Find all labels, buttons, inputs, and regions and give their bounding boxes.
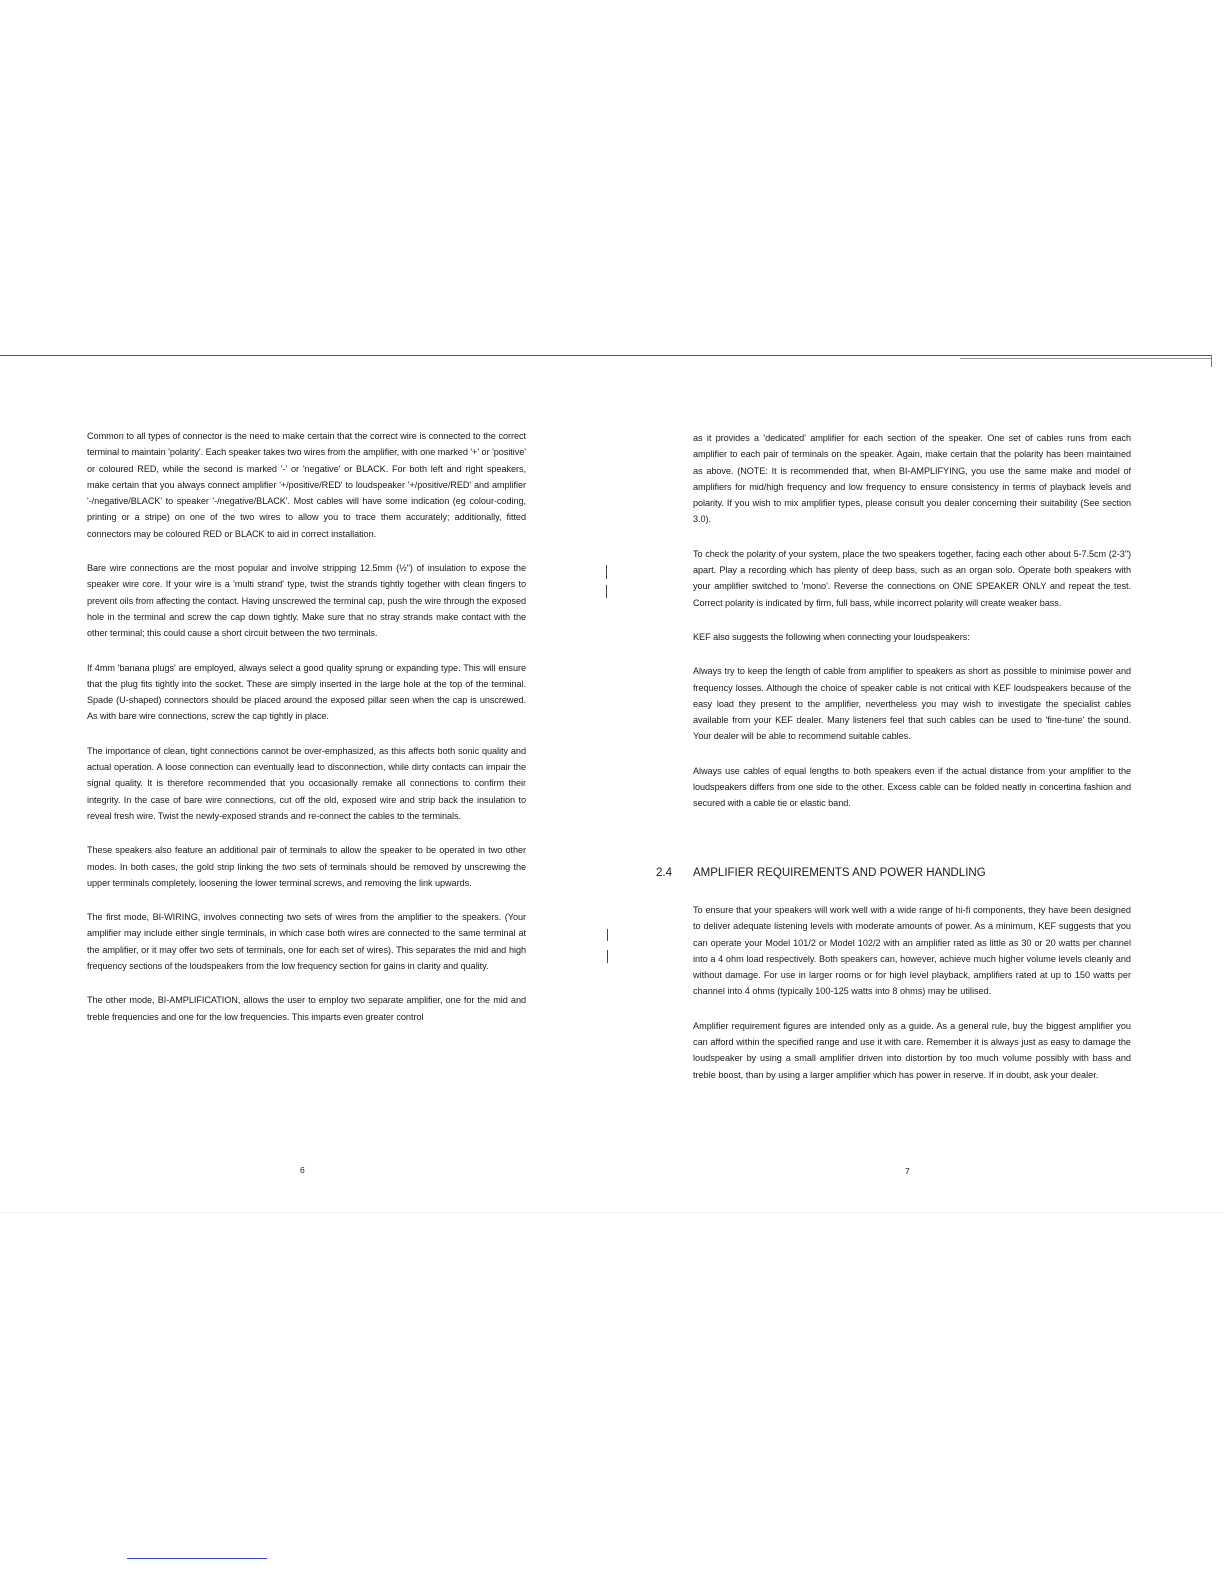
left-page-body xyxy=(87,428,526,1043)
paragraph-equal-lengths: Always use cables of equal lengths to both speakers even if the actual distance from your amplifier to the loudspeakers differs from one side to the other. Excess cable can be folded neatly in concertina fashion and secured with a cable tie or elastic band. xyxy=(693,765,1131,809)
section-title: AMPLIFIER REQUIREMENTS AND POWER HANDLING xyxy=(693,867,986,879)
section-heading xyxy=(656,865,1176,881)
binding-mark xyxy=(606,585,607,598)
section-number: 2.4 xyxy=(656,867,672,879)
paragraph-clean-connections: The importance of clean, tight connections cannot be over-emphasized, as this affects both sonic quality and actual operation. A loose connection can eventually lead to disconnection, while dirty contacts can impair the signal quality. It is therefore recommended that you occasionally remake all connections to confirm their integrity. In the case of bare wire connections, cut off the old, exposed wire and strip back the insulation to reveal fresh wire. Twist the newly-exposed strands and re-connect the cables to the terminals. xyxy=(87,745,526,821)
paragraph-check-polarity: To check the polarity of your system, place the two speakers together, facing each other about 5-7.5cm (2-3") apart. Play a recording which has plenty of deep bass, such as an organ solo. Operate both speakers with your amplifier switched to 'mono'. Reverse the connections on ONE SPEAKER ONLY and repeat the test. Correct polarity is indicated by firm, full bass, while incorrect polarity will create weaker bass. xyxy=(693,548,1131,608)
paragraph-additional-terminals: These speakers also feature an additional pair of terminals to allow the speaker to be operated in two other modes. In both cases, the gold strip linking the two sets of terminals should be removed by unscrewing the upper terminals completely, loosening the lower terminal screws, and removing the link upwards. xyxy=(87,845,526,888)
paragraph-requirement-guide: Amplifier requirement figures are intended only as a guide. As a general rule, buy the biggest amplifier you can afford within the specified range and use it with care. Remember it is always just as easy to damage the loudspeaker by using a small amplifier driven into distortion by too much volume possibly with bass and treble boost, than by using a larger amplifier which has power in reserve. If in doubt, ask your dealer. xyxy=(693,1020,1131,1080)
scan-footer-line xyxy=(127,1558,267,1559)
paragraph-bi-amplification: The other mode, BI-AMPLIFICATION, allows the user to employ two separate amplifier, one for the mid and treble frequencies and one for the low frequencies. This imparts even greater control xyxy=(87,995,526,1022)
paragraph-dedicated-amplifier: as it provides a 'dedicated' amplifier for each section of the speaker. One set of cables runs from each amplifier to each pair of terminals on the speaker. Again, make certain that the polarity has been maintained as above. (NOTE: It is recommended that, when BI-AMPLIFYING, you use the same make and model of amplifiers for mid/high frequency and low frequency to ensure consistency in terms of playback levels and polarity. If you wish to mix amplifier types, please consult you dealer concerning their suitability (See section 3.0). xyxy=(693,433,1131,525)
scan-bottom-edge xyxy=(0,1212,1224,1213)
paragraph-power-levels: To ensure that your speakers will work well with a wide range of hi-fi components, they have been designed to deliver adequate listening levels with moderate amounts of power. As a minimum, KEF suggests that you can operate your Model 101/2 or Model 102/2 with an amplifier rated as little as 30 or 20 watts per channel into a 4 ohm load respectively. Both speakers can, however, achieve much higher volume levels cleanly and without damage. For use in larger rooms or for high level playback, amplifiers rated at up to 150 watts per channel into 4 ohms (typically 100-125 watts into 8 ohms) may be utilised. xyxy=(693,905,1131,997)
page-number-right: 7 xyxy=(905,1166,910,1176)
scan-top-edge-rule-secondary xyxy=(960,358,1212,359)
binding-mark xyxy=(607,950,608,963)
paragraph-polarity: Common to all types of connector is the need to make certain that the correct wire is connected to the correct terminal to maintain 'polarity'. Each speaker takes two wires from the amplifier, with one marked '+' or 'positive' or coloured RED, while the second is marked '-' or 'negative' or BLACK. For both left and right speakers, make certain that you always connect amplifier '+/positive/RED' to loudspeaker '+/positive/RED' and amplifier '-/negative/BLACK' to speaker '-/negative/BLACK'. Most cables will have some indication (eg colour-coding, printing or a stripe) on one of the two wires to allow you to trace them accurately; additionally, fitted connectors may be coloured RED or BLACK to aid in correct installation. xyxy=(87,431,526,539)
paragraph-bare-wire: Bare wire connections are the most popular and involve stripping 12.5mm (½") of insulation to expose the speaker wire core. If your wire is a 'multi strand' type, twist the strands tightly together with clean fingers to prevent oils from affecting the contact. Having unscrewed the terminal cap, push the wire through the exposed hole in the terminal and screw the cap down tightly. Make sure that no stray strands make contact with the other terminal; this could cause a short circuit between the two terminals. xyxy=(87,563,526,639)
binding-mark xyxy=(606,565,607,579)
paragraph-kef-suggests: KEF also suggests the following when connecting your loudspeakers: xyxy=(693,631,970,642)
paragraph-banana-plugs: If 4mm 'banana plugs' are employed, always select a good quality sprung or expanding type. This will ensure that the plug fits tightly into the socket. These are simply inserted in the large hole at the top of the terminal. Spade (U-shaped) connectors should be placed around the exposed pillar seen when the cap is unscrewed. As with bare wire connections, screw the cap tightly in place. xyxy=(87,662,526,722)
scan-top-edge-rule xyxy=(0,355,1212,356)
binding-mark xyxy=(607,929,608,941)
right-page-body xyxy=(693,430,1131,830)
paragraph-bi-wiring: The first mode, BI-WIRING, involves connecting two sets of wires from the amplifier to the speakers. (Your amplifier may include either single terminals, in which case both wires are connected to the same terminal at the amplifier, or it may offer two sets of terminals, one for each set of wires). This separates the mid and high frequency sections of the loudspeakers from the low frequency section for gains in clarity and quality. xyxy=(87,912,526,972)
paragraph-cable-length: Always try to keep the length of cable from amplifier to speakers as short as possible to minimise power and frequency losses. Although the choice of speaker cable is not critical with KEF loudspeakers because of the easy load they present to the amplifier, nevertheless you may wish to investigate the specialist cables available from your KEF dealer. Many listeners feel that such cables can be used to 'fine-tune' the sound. Your dealer will be able to recommend suitable cables. xyxy=(693,666,1131,742)
scan-right-edge xyxy=(1211,355,1212,367)
section-body xyxy=(693,902,1131,1101)
page-number-left: 6 xyxy=(300,1165,305,1175)
